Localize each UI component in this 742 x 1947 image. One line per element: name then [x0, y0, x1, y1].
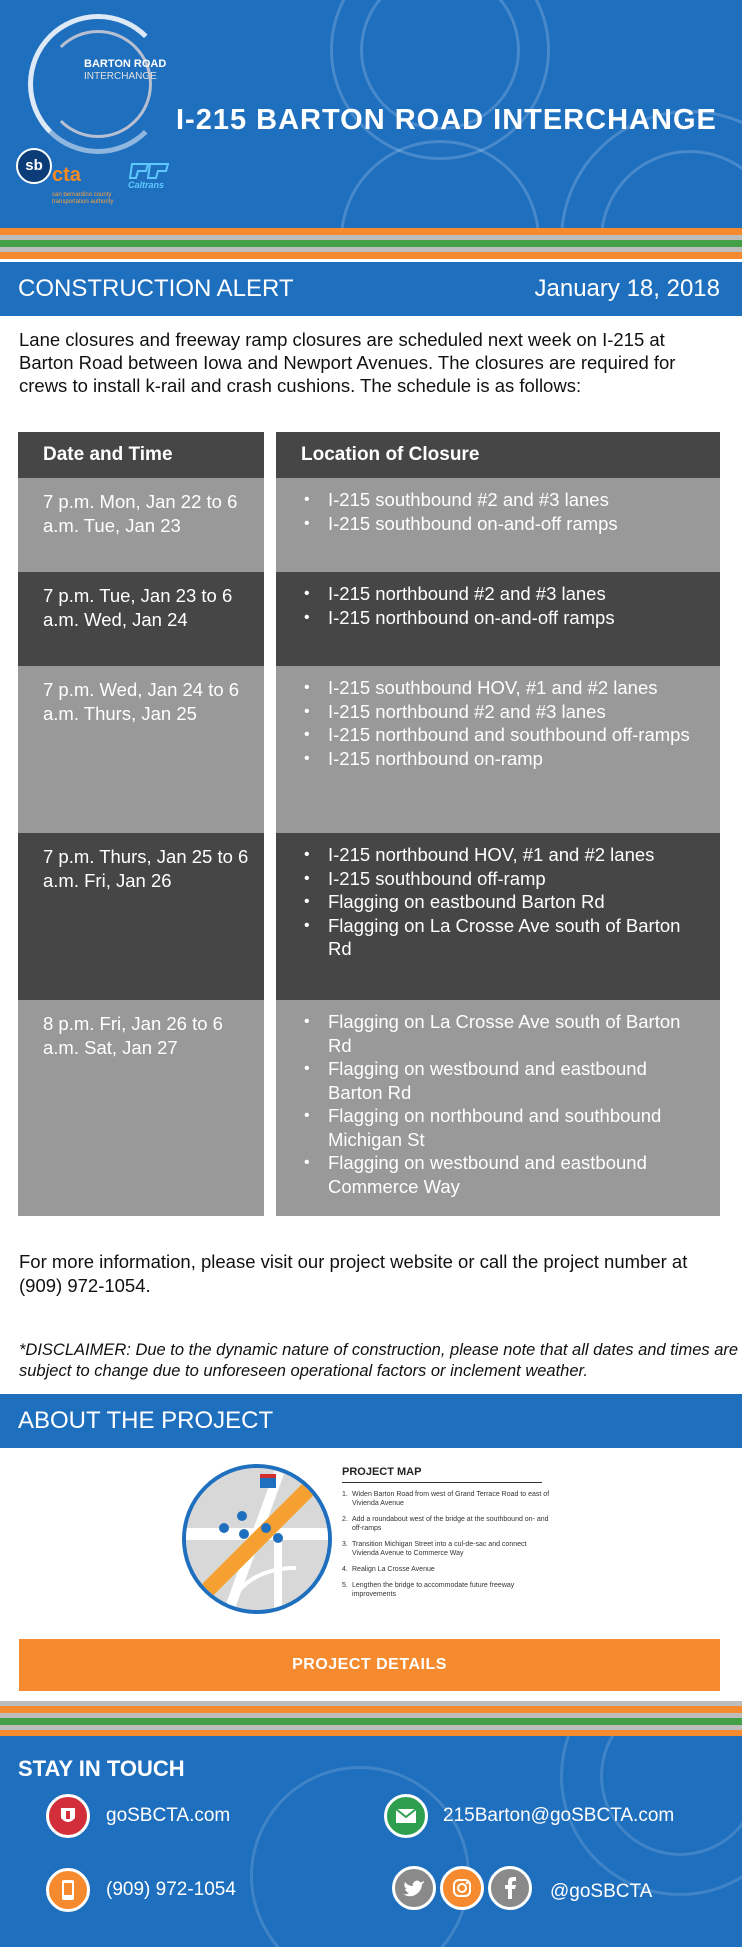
- cta-tagline: san bernardino county transportation authority: [52, 192, 114, 205]
- list-text: Add a roundabout west of the bridge at the southbound on- and off-ramps: [352, 1516, 549, 1532]
- location-item: • I-215 northbound HOV, #1 and #2 lanes: [301, 843, 700, 867]
- table-row: [18, 572, 720, 666]
- row-date: 7 p.m. Mon, Jan 22 to 6 a.m. Tue, Jan 23: [18, 478, 264, 572]
- list-number: 1.: [342, 1491, 348, 1498]
- page-title: I-215 BARTON ROAD INTERCHANGE: [176, 104, 717, 136]
- email-icon[interactable]: [384, 1794, 428, 1838]
- header-banner: [0, 0, 742, 228]
- decor-swirl: [250, 1766, 470, 1947]
- list-number: 3.: [342, 1541, 348, 1548]
- location-item: • I-215 northbound #2 and #3 lanes: [301, 582, 700, 606]
- logo-line2: INTERCHANGE: [84, 71, 157, 82]
- alert-label: CONSTRUCTION ALERT: [18, 275, 294, 302]
- row-date: 8 p.m. Fri, Jan 26 to 6 a.m. Sat, Jan 27: [18, 1000, 264, 1216]
- project-details-button[interactable]: PROJECT DETAILS: [19, 1639, 720, 1691]
- list-number: 5.: [342, 1582, 348, 1589]
- list-text: Widen Barton Road from west of Grand Terrace Road to east of Vivienda Avenue: [352, 1491, 550, 1507]
- location-item: • Flagging on northbound and southbound Michigan St: [301, 1104, 700, 1151]
- list-text: Lengthen the bridge to accommodate future freeway improvements: [352, 1582, 515, 1598]
- location-item: • Flagging on La Crosse Ave south of Barton Rd: [301, 914, 700, 961]
- sbcta-logo-icon: sb: [16, 148, 52, 184]
- disclaimer-text: *DISCLAIMER: Due to the dynamic nature of construction, please note that all dates and times are subject to change due to unforeseen operational factors or inclement weather.: [19, 1341, 739, 1380]
- location-item: • I-215 northbound #2 and #3 lanes: [301, 700, 700, 724]
- color-stripes: [0, 228, 742, 262]
- map-title: PROJECT MAP: [342, 1466, 422, 1478]
- website-link[interactable]: goSBCTA.com: [106, 1805, 231, 1826]
- column-header-date: Date and Time: [18, 432, 264, 478]
- construction-alert-bar: [0, 262, 742, 316]
- list-number: 4.: [342, 1566, 348, 1573]
- table-row: [18, 833, 720, 1000]
- table-row: [18, 1000, 720, 1216]
- map-legend-list: [342, 1490, 552, 1606]
- list-item: [342, 1540, 552, 1558]
- location-item: • I-215 southbound HOV, #1 and #2 lanes: [301, 676, 700, 700]
- phone-number[interactable]: (909) 972-1054: [106, 1879, 236, 1900]
- location-item: • I-215 northbound on-ramp: [301, 747, 700, 771]
- list-number: 2.: [342, 1516, 348, 1523]
- list-item: [342, 1515, 552, 1533]
- location-item: • Flagging on La Crosse Ave south of Barton Rd: [301, 1010, 700, 1057]
- about-heading: ABOUT THE PROJECT: [18, 1407, 274, 1434]
- list-item: [342, 1565, 552, 1574]
- table-row: [18, 478, 720, 572]
- location-item: • I-215 southbound on-and-off ramps: [301, 512, 700, 536]
- column-header-location: Location of Closure: [276, 432, 720, 478]
- email-link[interactable]: 215Barton@goSBCTA.com: [443, 1805, 675, 1826]
- row-date: 7 p.m. Wed, Jan 24 to 6 a.m. Thurs, Jan 25: [18, 666, 264, 833]
- color-stripes: [0, 1701, 742, 1736]
- about-project-bar: [0, 1394, 742, 1448]
- logo-line1: BARTON ROAD: [84, 58, 167, 70]
- footer: [0, 1736, 742, 1947]
- facebook-icon[interactable]: [488, 1866, 532, 1910]
- list-item: [342, 1490, 552, 1508]
- location-item: • Flagging on eastbound Barton Rd: [301, 890, 700, 914]
- row-locations: [276, 572, 720, 666]
- social-handle[interactable]: @goSBCTA: [550, 1881, 653, 1902]
- row-date: 7 p.m. Thurs, Jan 25 to 6 a.m. Fri, Jan 26: [18, 833, 264, 1000]
- twitter-icon[interactable]: [392, 1866, 436, 1910]
- location-item: • I-215 northbound on-and-off ramps: [301, 606, 700, 630]
- website-icon[interactable]: [46, 1794, 90, 1838]
- project-map: [182, 1460, 554, 1614]
- phone-icon[interactable]: [46, 1868, 90, 1912]
- row-locations: [276, 666, 720, 833]
- project-map-image[interactable]: [182, 1464, 332, 1614]
- location-item: • I-215 southbound off-ramp: [301, 867, 700, 891]
- row-locations: [276, 478, 720, 572]
- closure-schedule-table: [18, 432, 720, 1216]
- intro-text: Lane closures and freeway ramp closures are scheduled next week on I-215 at Barton Road between Iowa and Newport Avenues. The closures are required for crews to install k-rail and crash cushions. The schedule is as follows:: [19, 329, 676, 396]
- row-locations: [276, 833, 720, 1000]
- table-row: [18, 666, 720, 833]
- location-item: • Flagging on westbound and eastbound Barton Rd: [301, 1057, 700, 1104]
- list-text: Transition Michigan Street into a cul-de-sac and connect Vivienda Avenue to Commerce Way: [352, 1541, 527, 1557]
- table-header-row: [18, 432, 720, 478]
- stay-in-touch-heading: STAY IN TOUCH: [18, 1756, 185, 1781]
- list-item: [342, 1581, 552, 1599]
- decor-swirl: [340, 140, 540, 228]
- instagram-icon[interactable]: [440, 1866, 484, 1910]
- row-date: 7 p.m. Tue, Jan 23 to 6 a.m. Wed, Jan 24: [18, 572, 264, 666]
- caltrans-logo-icon: [128, 162, 176, 190]
- alert-date: January 18, 2018: [534, 275, 720, 302]
- cta-logo-text: cta: [52, 164, 81, 186]
- caltrans-logo-text: Caltrans: [128, 180, 165, 190]
- list-text: Realign La Crosse Avenue: [352, 1566, 435, 1573]
- divider: [342, 1482, 542, 1483]
- interchange-logo-ring-icon: [44, 30, 152, 138]
- location-item: • I-215 southbound #2 and #3 lanes: [301, 488, 700, 512]
- more-info-text: For more information, please visit our project website or call the project number at (909) 972-1054.: [19, 1251, 688, 1296]
- location-item: • Flagging on westbound and eastbound Commerce Way: [301, 1151, 700, 1198]
- row-locations: [276, 1000, 720, 1216]
- location-item: • I-215 northbound and southbound off-ramps: [301, 723, 700, 747]
